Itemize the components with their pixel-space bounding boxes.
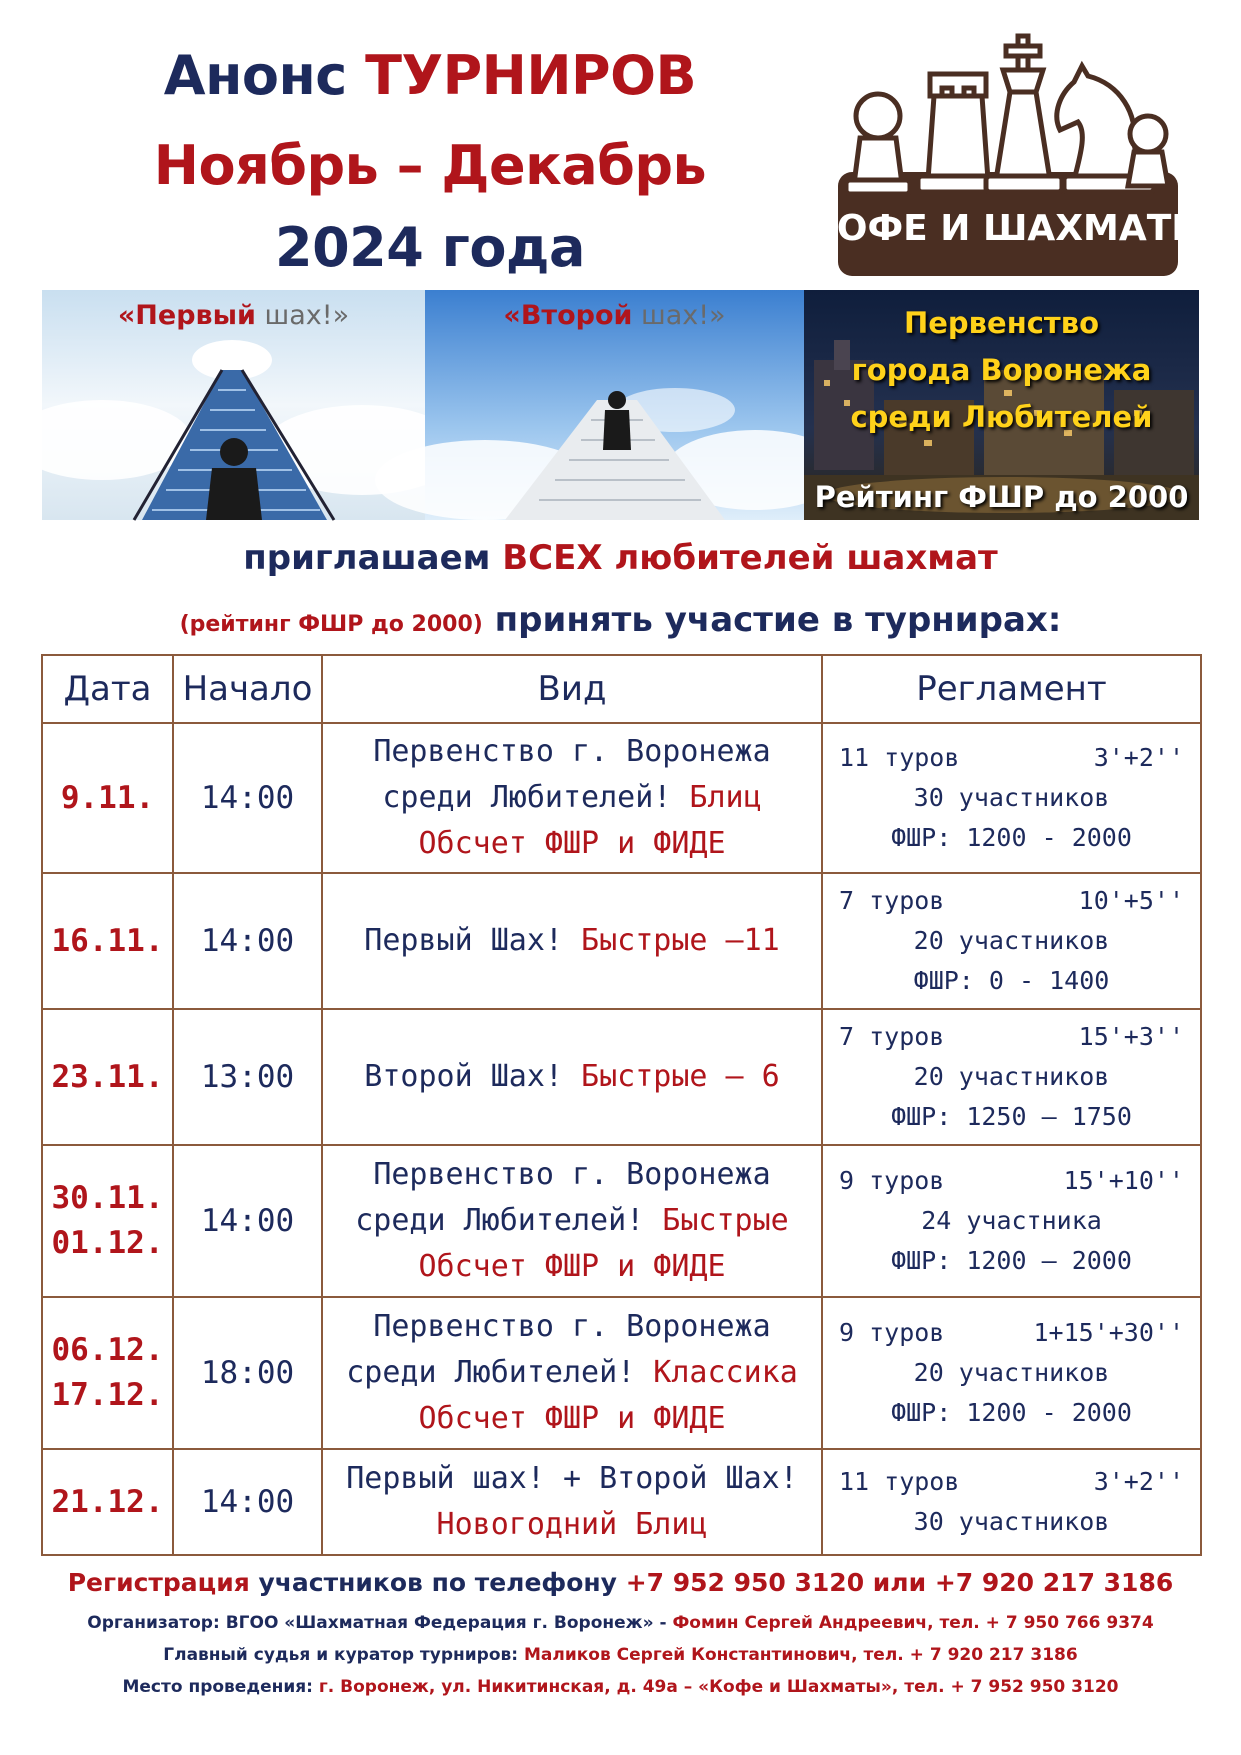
players: 30 участников [913, 783, 1110, 812]
type-cell [322, 723, 822, 873]
date-text: 16.11. [51, 922, 164, 959]
banner-first-caption [42, 300, 425, 331]
type-format: Классика [635, 1355, 798, 1390]
type-rating-calc: Обсчет ФШР и ФИДЕ [418, 1401, 726, 1436]
rules-tours-line [837, 1161, 1186, 1201]
header-start: Начало [173, 655, 322, 723]
type-cell [322, 873, 822, 1009]
type-rating-calc: Обсчет ФШР и ФИДЕ [418, 1249, 726, 1284]
caption-first-word: «Первый [117, 300, 256, 331]
registration-phones: +7 952 950 3120 или +7 920 217 3186 [625, 1568, 1174, 1597]
venue-address: г. Воронеж, ул. Никитинская, д. 49а – «Кофе и Шахматы», тел. + 7 952 950 3120 [318, 1677, 1119, 1697]
registration-text: участников по телефону [249, 1568, 626, 1597]
tours: 7 туров [839, 1022, 945, 1051]
banner-city-championship [804, 290, 1199, 520]
rules-tours-line [837, 738, 1186, 778]
title-tournaments: ТУРНИРОВ [365, 44, 697, 107]
players: 24 участника [921, 1206, 1102, 1235]
date-text: 21.12. [51, 1483, 164, 1520]
time-cell: 14:00 [173, 873, 322, 1009]
table-row [42, 1145, 1201, 1297]
venue-line [0, 1677, 1241, 1697]
players: 20 участников [913, 1062, 1110, 1091]
tours: 11 туров [839, 743, 960, 772]
organizer-label: Организатор: ВГОО «Шахматная Федерация г. Воронеж» - [87, 1613, 673, 1633]
type-line-2 [323, 1198, 821, 1244]
organizer-contact: Фомин Сергей Андреевич, тел. + 7 950 766 9374 [672, 1613, 1154, 1633]
banner-city-caption [804, 300, 1199, 441]
caption-line-3: среди Любителей [850, 400, 1153, 434]
banner-rating-caption: Рейтинг ФШР до 2000 [814, 480, 1189, 514]
caption-chess-word: шах!» [255, 300, 350, 331]
players: 20 участников [913, 926, 1110, 955]
rating-range: ФШР: 1200 – 2000 [891, 1246, 1132, 1275]
title-anons: Анонс [163, 44, 347, 107]
time-control: 1+15'+30'' [1033, 1318, 1184, 1347]
rules-tours-line [837, 1313, 1186, 1353]
header-date: Дата [42, 655, 173, 723]
date-text: 06.12. [51, 1332, 164, 1368]
caption-chess-word: шах!» [632, 300, 726, 331]
judge-contact: Маликов Сергей Константинович, тел. + 7 920 217 3186 [524, 1645, 1078, 1665]
type-format: Новогодний Блиц [436, 1507, 708, 1542]
table-header-row [42, 655, 1201, 723]
schedule-table [41, 654, 1202, 1556]
type-cell [322, 1449, 822, 1555]
judge-line [0, 1645, 1241, 1665]
header-type: Вид [322, 655, 822, 723]
time-control: 10'+5'' [1078, 886, 1184, 915]
title-line-1 [90, 44, 770, 107]
date-cell [42, 1009, 173, 1145]
coffee-chess-logo [807, 34, 1209, 276]
type-text: Первый Шах! [364, 923, 563, 958]
date-cell [42, 1145, 173, 1297]
type-line-2 [323, 1054, 821, 1100]
date-text: 30.11. [51, 1180, 164, 1216]
table-row [42, 873, 1201, 1009]
rating-range: ФШР: 1200 - 2000 [891, 823, 1132, 852]
type-text: среди Любителей! [382, 780, 672, 815]
date-text-2: 17.12. [51, 1377, 164, 1413]
rules-tours-line [837, 881, 1186, 921]
type-line-1: Первенство г. Воронежа [373, 734, 771, 769]
date-text: 23.11. [51, 1058, 164, 1095]
banner-second-caption [425, 300, 804, 331]
type-cell [322, 1009, 822, 1145]
time-control: 3'+2'' [1093, 1467, 1184, 1496]
invite-line-1 [0, 538, 1241, 578]
type-cell [322, 1145, 822, 1297]
type-format: Блиц [671, 780, 762, 815]
type-format: Быстрые –11 [562, 923, 780, 958]
type-line-2 [323, 918, 821, 964]
type-format: Быстрые – 6 [562, 1059, 780, 1094]
type-line-1: Первенство г. Воронежа [373, 1309, 771, 1344]
time-cell: 14:00 [173, 1449, 322, 1555]
type-text: Второй Шах! [364, 1059, 563, 1094]
table-row [42, 723, 1201, 873]
time-control: 3'+2'' [1093, 743, 1184, 772]
invite-line-2 [0, 600, 1241, 640]
rules-cell [822, 1145, 1201, 1297]
registration-label: Регистрация [67, 1568, 250, 1597]
rules-cell [822, 1449, 1201, 1555]
tours: 9 туров [839, 1166, 945, 1195]
registration-line [0, 1568, 1241, 1597]
caption-line-1: Первенство [903, 306, 1100, 340]
banner-first-chess [42, 290, 425, 520]
rules-cell [822, 873, 1201, 1009]
time-cell: 14:00 [173, 723, 322, 873]
type-text: среди Любителей! [355, 1203, 645, 1238]
invite-text-b: ВСЕХ любителей шахмат [502, 538, 998, 578]
date-cell [42, 723, 173, 873]
type-line-2 [323, 1350, 821, 1396]
time-control: 15'+3'' [1078, 1022, 1184, 1051]
title-months: Ноябрь – Декабрь [153, 134, 707, 197]
title-year: 2024 года [275, 216, 585, 279]
type-line-2 [323, 775, 821, 821]
type-cell [322, 1297, 822, 1449]
invite-text-d: принять участие в турнирах: [482, 600, 1062, 640]
rules-cell [822, 1009, 1201, 1145]
venue-label: Место проведения: [122, 1677, 319, 1697]
table-row [42, 1449, 1201, 1555]
tours: 9 туров [839, 1318, 945, 1347]
tours: 11 туров [839, 1467, 960, 1496]
header-rules: Регламент [822, 655, 1201, 723]
date-cell [42, 1297, 173, 1449]
type-line-1: Первый шах! + Второй Шах! [346, 1461, 798, 1496]
logo-text: КОФЕ И ШАХМАТЫ [807, 208, 1209, 249]
caption-second-word: «Второй [503, 300, 633, 331]
banner-second-chess [425, 290, 804, 520]
organizer-line [0, 1613, 1241, 1633]
rules-cell [822, 1297, 1201, 1449]
date-cell [42, 873, 173, 1009]
judge-label: Главный судья и куратор турниров: [163, 1645, 525, 1665]
rules-cell [822, 723, 1201, 873]
table-row [42, 1009, 1201, 1145]
table-row [42, 1297, 1201, 1449]
type-rating-calc: Обсчет ФШР и ФИДЕ [418, 826, 726, 861]
rules-tours-line [837, 1017, 1186, 1057]
rating-range: ФШР: 1250 – 1750 [891, 1102, 1132, 1131]
invite-rating-note: (рейтинг ФШР до 2000) [179, 612, 483, 637]
time-cell: 13:00 [173, 1009, 322, 1145]
date-text-2: 01.12. [51, 1225, 164, 1261]
type-line-1: Первенство г. Воронежа [373, 1157, 771, 1192]
chess-pieces-icon [807, 34, 1209, 276]
caption-line-2: города Воронежа [851, 353, 1152, 387]
time-control: 15'+10'' [1063, 1166, 1184, 1195]
invite-text-a: приглашаем [243, 538, 503, 578]
type-format: Быстрые [644, 1203, 789, 1238]
players: 20 участников [913, 1358, 1110, 1387]
rules-tours-line [837, 1462, 1186, 1502]
players: 30 участников [913, 1507, 1110, 1536]
rating-range: ФШР: 1200 - 2000 [891, 1398, 1132, 1427]
date-cell [42, 1449, 173, 1555]
date-text: 9.11. [60, 779, 155, 816]
time-cell: 18:00 [173, 1297, 322, 1449]
time-cell: 14:00 [173, 1145, 322, 1297]
tours: 7 туров [839, 886, 945, 915]
type-text: среди Любителей! [346, 1355, 636, 1390]
rating-range: ФШР: 0 - 1400 [913, 966, 1110, 995]
